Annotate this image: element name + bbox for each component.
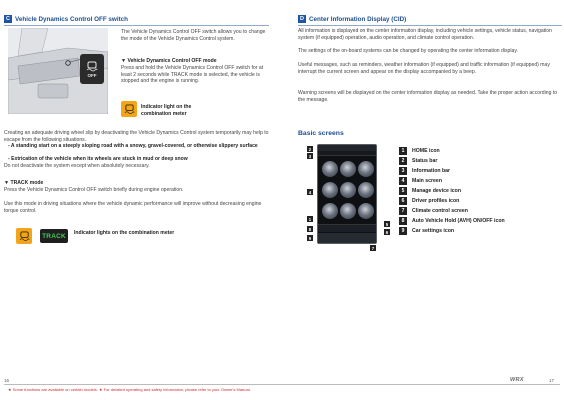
- cid-info-bar: [318, 151, 377, 156]
- vdc-bullet-2: - Extrication of the vehicle when its wheels are stuck in mud or deep snow: [8, 156, 188, 162]
- vdc-body-2: Do not deactivate the system except when absolutely necessary.: [4, 163, 150, 169]
- cid-icon-row: [318, 224, 377, 232]
- track-mode-text-2: Use this mode in driving situations where the vehicle dynamic performance will improve without decreasing engine torque control.: [4, 201, 262, 214]
- vdc-off-indicator-icon: [121, 101, 137, 117]
- legend-item: 7 Climate control screen: [399, 207, 468, 215]
- app-tile: [340, 182, 356, 198]
- callout-5: 5: [385, 221, 389, 227]
- cid-para-2: The settings of the on-board systems can be changed by operating the center information display.: [298, 48, 518, 54]
- section-d-header: [298, 14, 562, 24]
- vdc-intro: The Vehicle Dynamics Control OFF switch allows you to change the mode of the Vehicle Dynamics Control system.: [121, 29, 266, 42]
- callout-9: 9: [308, 235, 312, 241]
- footer-rule: [4, 384, 560, 385]
- section-d-title: Center Information Display (CID): [309, 15, 407, 23]
- vdc-body-1: Creating an adequate driving wheel slip by deactivating the Vehicle Dynamics Control system temporarily may help to escape from the following situations.: [4, 130, 269, 143]
- basic-screens-heading: Basic screens: [298, 130, 344, 137]
- cid-para-3: Useful messages, such as reminders, weather information (if equipped) and traffic information (if equipped) may interrupt the current screen and appear on the display accompanied by a beep.: [298, 62, 550, 75]
- switch-off-label: OFF: [87, 72, 97, 78]
- callout-4: 4: [308, 189, 312, 195]
- off-mode-heading: ▼ Vehicle Dynamics Control OFF mode: [121, 58, 217, 64]
- cid-para-1: All information is displayed on the center information display, including vehicle settings, vehicle status, navigation system (if equipped) operation, audio operation, and climate control operation.: [298, 28, 552, 41]
- callout-6: 6: [385, 229, 389, 235]
- vdc-bullet-1: - A standing start on a steeply sloping road with a snowy, gravel-covered, or otherwise slippery surface: [8, 143, 258, 149]
- legend-item: 5 Manage device icon: [399, 187, 461, 195]
- legend-item: 4 Main screen: [399, 177, 442, 185]
- off-mode-text: Press and hold the Vehicle Dynamics Control OFF switch for at least 2 seconds while TRACK mode is selected, the vehicle is stopped and the engine is running.: [121, 65, 264, 85]
- cid-screen: [317, 144, 377, 244]
- track-indicator-badge: [40, 229, 68, 243]
- legend-item: 6 Driver profiles icon: [399, 197, 459, 205]
- page-number-right: 17: [549, 378, 555, 383]
- app-tile: [340, 203, 356, 219]
- app-tile: [322, 203, 338, 219]
- skid-car-icon: [86, 61, 98, 72]
- vdc-indicator-icon: [16, 228, 32, 244]
- app-tile: [358, 161, 374, 177]
- section-d-badge: D: [298, 15, 306, 23]
- callout-2: 2: [308, 146, 312, 152]
- app-tile: [358, 182, 374, 198]
- section-d-rule: [298, 25, 562, 26]
- vdc-off-switch: [80, 54, 104, 84]
- section-c-rule: [4, 25, 269, 26]
- section-c-header: [4, 14, 268, 24]
- callout-8: 8: [308, 226, 312, 232]
- app-tile: [340, 161, 356, 177]
- section-c-badge: C: [4, 15, 12, 23]
- indicators-caption: Indicator lights on the combination meter: [74, 230, 175, 236]
- page-number-left: 16: [4, 378, 10, 383]
- legend-item: 9 Car settings icon: [399, 227, 454, 235]
- legend-item: 2 Status bar: [399, 157, 437, 165]
- callout-7: 7: [371, 245, 375, 251]
- cid-climate-bar: [318, 233, 377, 244]
- app-tile: [358, 203, 374, 219]
- app-tile: [322, 161, 338, 177]
- track-mode-heading: ▼ TRACK mode: [4, 180, 44, 186]
- footer-note: ★ Some functions are available on certain models. ★ For detailed operating and safety information, please refer to your Owner's Manual.: [8, 387, 251, 392]
- legend-item: 1 HOME icon: [399, 147, 440, 155]
- brand-logo: WRX: [510, 377, 524, 383]
- callout-1: 1: [308, 216, 312, 222]
- section-c-title: Vehicle Dynamics Control OFF switch: [15, 15, 129, 23]
- legend-item: 8 Auto Vehicle Hold (AVH) ON/OFF icon: [399, 217, 505, 225]
- app-tile: [322, 182, 338, 198]
- callout-3: 3: [308, 153, 312, 159]
- track-badge-label: TRACK: [42, 232, 66, 240]
- legend-item: 3 Information bar: [399, 167, 450, 175]
- indicator-caption: Indicator light on the combination meter: [141, 104, 192, 117]
- cid-para-4: Warning screens will be displayed on the center information display as needed. Take the proper action according to the message.: [298, 90, 558, 103]
- track-mode-text-1: Press the Vehicle Dynamics Control OFF switch briefly during engine operation.: [4, 187, 184, 193]
